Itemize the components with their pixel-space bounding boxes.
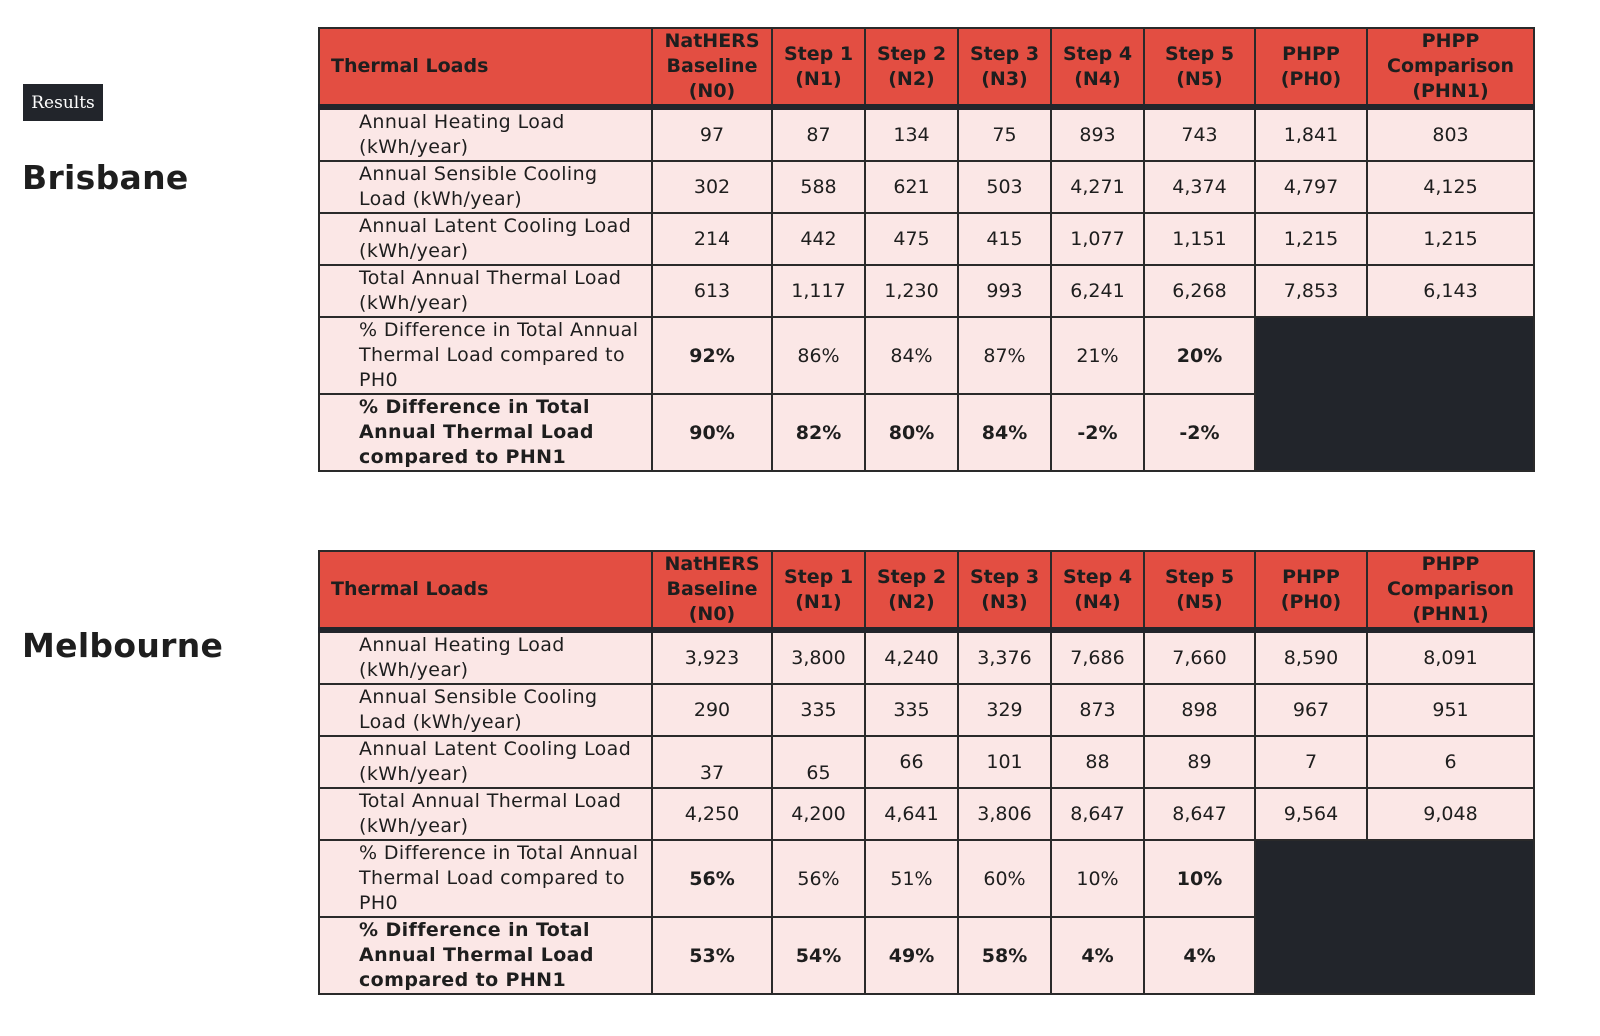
table-cell: 1,841 <box>1255 107 1367 161</box>
col-header-n5: Step 5 (N5) <box>1144 551 1255 630</box>
table-cell: 58% <box>958 917 1051 994</box>
row-label: % Difference in Total Annual Thermal Load compared to PHN1 <box>319 917 652 994</box>
melbourne-thermal-loads-table <box>318 550 1535 995</box>
row-label: % Difference in Total Annual Thermal Load compared to PHN1 <box>319 394 652 471</box>
table-row-sensible-cooling <box>319 161 1534 213</box>
col-header-thermal-loads: Thermal Loads <box>319 28 652 107</box>
table-cell: 80% <box>865 394 958 471</box>
table-cell: 214 <box>652 213 772 265</box>
table-cell: 335 <box>865 684 958 736</box>
table-cell: 967 <box>1255 684 1367 736</box>
header-row <box>319 551 1534 630</box>
table-cell: -2% <box>1051 394 1144 471</box>
table-cell: 4,250 <box>652 788 772 840</box>
table-cell: 442 <box>772 213 865 265</box>
table-cell: 7,853 <box>1255 265 1367 317</box>
table-cell: 290 <box>652 684 772 736</box>
col-header-n0: NatHERS Baseline (N0) <box>652 28 772 107</box>
table-cell: 3,800 <box>772 630 865 684</box>
table-row-heating <box>319 107 1534 161</box>
row-label: Annual Heating Load (kWh/year) <box>319 107 652 161</box>
col-header-n4: Step 4 (N4) <box>1051 28 1144 107</box>
table-cell: 4,797 <box>1255 161 1367 213</box>
col-header-n2: Step 2 (N2) <box>865 551 958 630</box>
table-cell: 8,590 <box>1255 630 1367 684</box>
table-row-latent-cooling <box>319 736 1534 788</box>
city-title-brisbane: Brisbane <box>22 158 189 197</box>
table-cell: -2% <box>1144 394 1255 471</box>
col-header-phn1: PHPP Comparison (PHN1) <box>1367 28 1534 107</box>
table-cell: 84% <box>958 394 1051 471</box>
table-cell: 49% <box>865 917 958 994</box>
city-title-melbourne: Melbourne <box>22 626 224 665</box>
table-cell: 60% <box>958 840 1051 917</box>
table-cell: 9,048 <box>1367 788 1534 840</box>
table-cell: 329 <box>958 684 1051 736</box>
table-cell: 4,200 <box>772 788 865 840</box>
table-cell: 6 <box>1367 736 1534 788</box>
table-cell: 6,268 <box>1144 265 1255 317</box>
table-cell: 335 <box>772 684 865 736</box>
table-cell: 97 <box>652 107 772 161</box>
table-cell: 3,376 <box>958 630 1051 684</box>
table-row-diff-ph0 <box>319 840 1534 917</box>
col-header-ph0: PHPP (PH0) <box>1255 551 1367 630</box>
table-cell: 302 <box>652 161 772 213</box>
brisbane-thermal-loads-table <box>318 27 1535 472</box>
table-cell: 4,374 <box>1144 161 1255 213</box>
table-row-diff-ph0 <box>319 317 1534 394</box>
col-header-ph0: PHPP (PH0) <box>1255 28 1367 107</box>
blank-cell <box>1255 840 1534 994</box>
table-cell: 88 <box>1051 736 1144 788</box>
table-cell: 92% <box>652 317 772 394</box>
table-cell: 75 <box>958 107 1051 161</box>
results-badge: Results <box>23 84 103 121</box>
table-cell: 51% <box>865 840 958 917</box>
table-cell: 1,215 <box>1255 213 1367 265</box>
table-cell: 53% <box>652 917 772 994</box>
table-cell: 56% <box>652 840 772 917</box>
table-cell: 6,143 <box>1367 265 1534 317</box>
table-cell: 1,077 <box>1051 213 1144 265</box>
table-cell: 415 <box>958 213 1051 265</box>
blank-cell <box>1255 317 1534 471</box>
col-header-n1: Step 1 (N1) <box>772 28 865 107</box>
table-cell: 8,647 <box>1144 788 1255 840</box>
table-cell: 1,215 <box>1367 213 1534 265</box>
table-cell: 873 <box>1051 684 1144 736</box>
table-cell: 21% <box>1051 317 1144 394</box>
table-cell: 65 <box>772 736 865 788</box>
table-cell: 4,271 <box>1051 161 1144 213</box>
table-cell: 4% <box>1051 917 1144 994</box>
row-label: % Difference in Total Annual Thermal Load compared to PH0 <box>319 317 652 394</box>
table-cell: 6,241 <box>1051 265 1144 317</box>
table-cell: 588 <box>772 161 865 213</box>
table-cell: 101 <box>958 736 1051 788</box>
row-label: Total Annual Thermal Load (kWh/year) <box>319 788 652 840</box>
table-cell: 7,660 <box>1144 630 1255 684</box>
header-row <box>319 28 1534 107</box>
table-cell: 1,230 <box>865 265 958 317</box>
table-cell: 8,647 <box>1051 788 1144 840</box>
table-cell: 87% <box>958 317 1051 394</box>
table-cell: 475 <box>865 213 958 265</box>
table-cell: 87 <box>772 107 865 161</box>
table-cell: 1,117 <box>772 265 865 317</box>
table-row-sensible-cooling <box>319 684 1534 736</box>
table-cell: 3,923 <box>652 630 772 684</box>
table-cell: 84% <box>865 317 958 394</box>
table-cell: 1,151 <box>1144 213 1255 265</box>
table-row-total <box>319 788 1534 840</box>
col-header-n4: Step 4 (N4) <box>1051 551 1144 630</box>
row-label: Annual Sensible Cooling Load (kWh/year) <box>319 161 652 213</box>
row-label: Annual Latent Cooling Load (kWh/year) <box>319 213 652 265</box>
table-cell: 90% <box>652 394 772 471</box>
table-cell: 54% <box>772 917 865 994</box>
col-header-n3: Step 3 (N3) <box>958 551 1051 630</box>
table-row-latent-cooling <box>319 213 1534 265</box>
table-cell: 82% <box>772 394 865 471</box>
table-cell: 743 <box>1144 107 1255 161</box>
col-header-n2: Step 2 (N2) <box>865 28 958 107</box>
col-header-n5: Step 5 (N5) <box>1144 28 1255 107</box>
row-label: Annual Sensible Cooling Load (kWh/year) <box>319 684 652 736</box>
table-cell: 4,641 <box>865 788 958 840</box>
col-header-n3: Step 3 (N3) <box>958 28 1051 107</box>
table-cell: 503 <box>958 161 1051 213</box>
table-cell: 621 <box>865 161 958 213</box>
table-cell: 993 <box>958 265 1051 317</box>
table-cell: 4% <box>1144 917 1255 994</box>
col-header-phn1: PHPP Comparison (PHN1) <box>1367 551 1534 630</box>
table-cell: 10% <box>1051 840 1144 917</box>
col-header-n0: NatHERS Baseline (N0) <box>652 551 772 630</box>
table-cell: 20% <box>1144 317 1255 394</box>
table-cell: 613 <box>652 265 772 317</box>
table-cell: 9,564 <box>1255 788 1367 840</box>
table-cell: 7 <box>1255 736 1367 788</box>
table-cell: 893 <box>1051 107 1144 161</box>
table-cell: 898 <box>1144 684 1255 736</box>
table-row-total <box>319 265 1534 317</box>
table-row-heating <box>319 630 1534 684</box>
table-cell: 66 <box>865 736 958 788</box>
table-cell: 134 <box>865 107 958 161</box>
table-cell: 10% <box>1144 840 1255 917</box>
table-cell: 803 <box>1367 107 1534 161</box>
row-label: % Difference in Total Annual Thermal Load compared to PH0 <box>319 840 652 917</box>
col-header-thermal-loads: Thermal Loads <box>319 551 652 630</box>
col-header-n1: Step 1 (N1) <box>772 551 865 630</box>
table-cell: 89 <box>1144 736 1255 788</box>
table-cell: 37 <box>652 736 772 788</box>
table-cell: 8,091 <box>1367 630 1534 684</box>
row-label: Annual Heating Load (kWh/year) <box>319 630 652 684</box>
table-cell: 3,806 <box>958 788 1051 840</box>
table-cell: 4,240 <box>865 630 958 684</box>
table-cell: 4,125 <box>1367 161 1534 213</box>
table-cell: 56% <box>772 840 865 917</box>
row-label: Annual Latent Cooling Load (kWh/year) <box>319 736 652 788</box>
table-cell: 951 <box>1367 684 1534 736</box>
table-cell: 86% <box>772 317 865 394</box>
row-label: Total Annual Thermal Load (kWh/year) <box>319 265 652 317</box>
table-cell: 7,686 <box>1051 630 1144 684</box>
